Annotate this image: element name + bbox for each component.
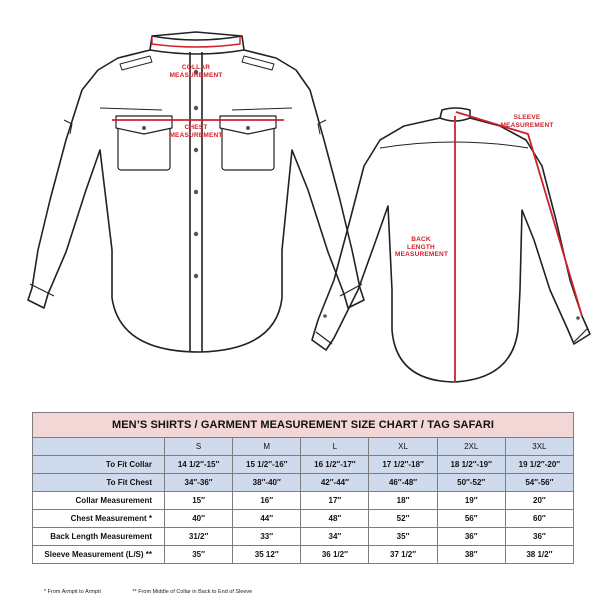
table-cell: 15″ (165, 492, 233, 510)
collar-measurement-label (148, 64, 244, 79)
collar-label-line-1: COLLAR (181, 64, 211, 71)
size-header: 3XL (505, 438, 573, 456)
row-label: To Fit Chest (33, 474, 165, 492)
footnote-sleeve: ** From Middle of Collar in Back to End of Sleeve (132, 589, 253, 595)
table-cell: 17 1/2″-18″ (369, 456, 437, 474)
table-cell: 36″ (437, 528, 505, 546)
back-label-line-2: LENGTH (407, 243, 435, 251)
size-header-blank (33, 438, 165, 456)
chest-label-line-1: CHEST (184, 124, 208, 131)
table-row (33, 510, 574, 528)
sleeve-label-line-1: SLEEVE (513, 114, 541, 121)
row-label: To Fit Collar (33, 456, 165, 474)
size-header-row (33, 438, 574, 456)
table-cell: 15 1/2″-16″ (233, 456, 301, 474)
table-cell: 40″ (165, 510, 233, 528)
sleeve-measurement-label (492, 114, 562, 129)
table-row (33, 456, 574, 474)
table-cell: 19″ (437, 492, 505, 510)
back-shirt-drawing (312, 108, 590, 382)
table-cell: 33″ (233, 528, 301, 546)
table-cell: 35 12″ (233, 546, 301, 564)
back-length-measurement-label (395, 236, 447, 259)
table-cell: 17″ (301, 492, 369, 510)
row-label: Collar Measurement (33, 492, 165, 510)
table-cell: 48″ (301, 510, 369, 528)
collar-label-line-2: MEASUREMENT (169, 71, 223, 79)
table-cell: 56″ (437, 510, 505, 528)
table-cell: 52″ (369, 510, 437, 528)
table-cell: 31/2″ (165, 528, 233, 546)
table-cell: 20″ (505, 492, 573, 510)
table-row (33, 492, 574, 510)
table-cell: 42″-44″ (301, 474, 369, 492)
size-header: XL (369, 438, 437, 456)
back-label-line-3: MEASUREMENT (395, 251, 449, 258)
table-cell: 38″-40″ (233, 474, 301, 492)
front-buttons (142, 70, 250, 278)
table-cell: 46″-48″ (369, 474, 437, 492)
back-buttons (323, 314, 580, 320)
footnote-armpit: * From Armpit to Armpit (44, 589, 101, 595)
chart-title: MEN’S SHIRTS / GARMENT MEASUREMENT SIZE CHART / TAG SAFARI (33, 413, 574, 438)
table-row (33, 546, 574, 564)
size-chart (32, 412, 574, 564)
row-label: Back Length Measurement (33, 528, 165, 546)
table-cell: 36″ (505, 528, 573, 546)
table-row (33, 528, 574, 546)
table-cell: 54″-56″ (505, 474, 573, 492)
table-cell: 14 1/2″-15″ (165, 456, 233, 474)
size-header: S (165, 438, 233, 456)
footnotes (44, 589, 282, 595)
table-cell: 35″ (369, 528, 437, 546)
table-cell: 16 1/2″-17″ (301, 456, 369, 474)
table-cell: 16″ (233, 492, 301, 510)
back-label-line-1: BACK (411, 236, 431, 243)
table-cell: 18 1/2″-19″ (437, 456, 505, 474)
table-cell: 18″ (369, 492, 437, 510)
table-cell: 50″-52″ (437, 474, 505, 492)
table-cell: 19 1/2″-20″ (505, 456, 573, 474)
chest-label-line-2: MEASUREMENT (169, 131, 223, 139)
size-chart-table (32, 412, 574, 564)
table-cell: 34″ (301, 528, 369, 546)
table-cell: 38″ (437, 546, 505, 564)
size-header: 2XL (437, 438, 505, 456)
table-cell: 44″ (233, 510, 301, 528)
sleeve-label-line-2: MEASUREMENT (500, 121, 554, 129)
table-cell: 60″ (505, 510, 573, 528)
row-label: Sleeve Measurement (L/S) ** (33, 546, 165, 564)
chart-title-row (33, 413, 574, 438)
size-header: L (301, 438, 369, 456)
table-row (33, 474, 574, 492)
table-cell: 34″-36″ (165, 474, 233, 492)
size-header: M (233, 438, 301, 456)
table-cell: 37 1/2″ (369, 546, 437, 564)
table-cell: 38 1/2″ (505, 546, 573, 564)
table-cell: 36 1/2″ (301, 546, 369, 564)
table-cell: 35″ (165, 546, 233, 564)
row-label: Chest Measurement * (33, 510, 165, 528)
chest-measurement-label (148, 124, 244, 139)
